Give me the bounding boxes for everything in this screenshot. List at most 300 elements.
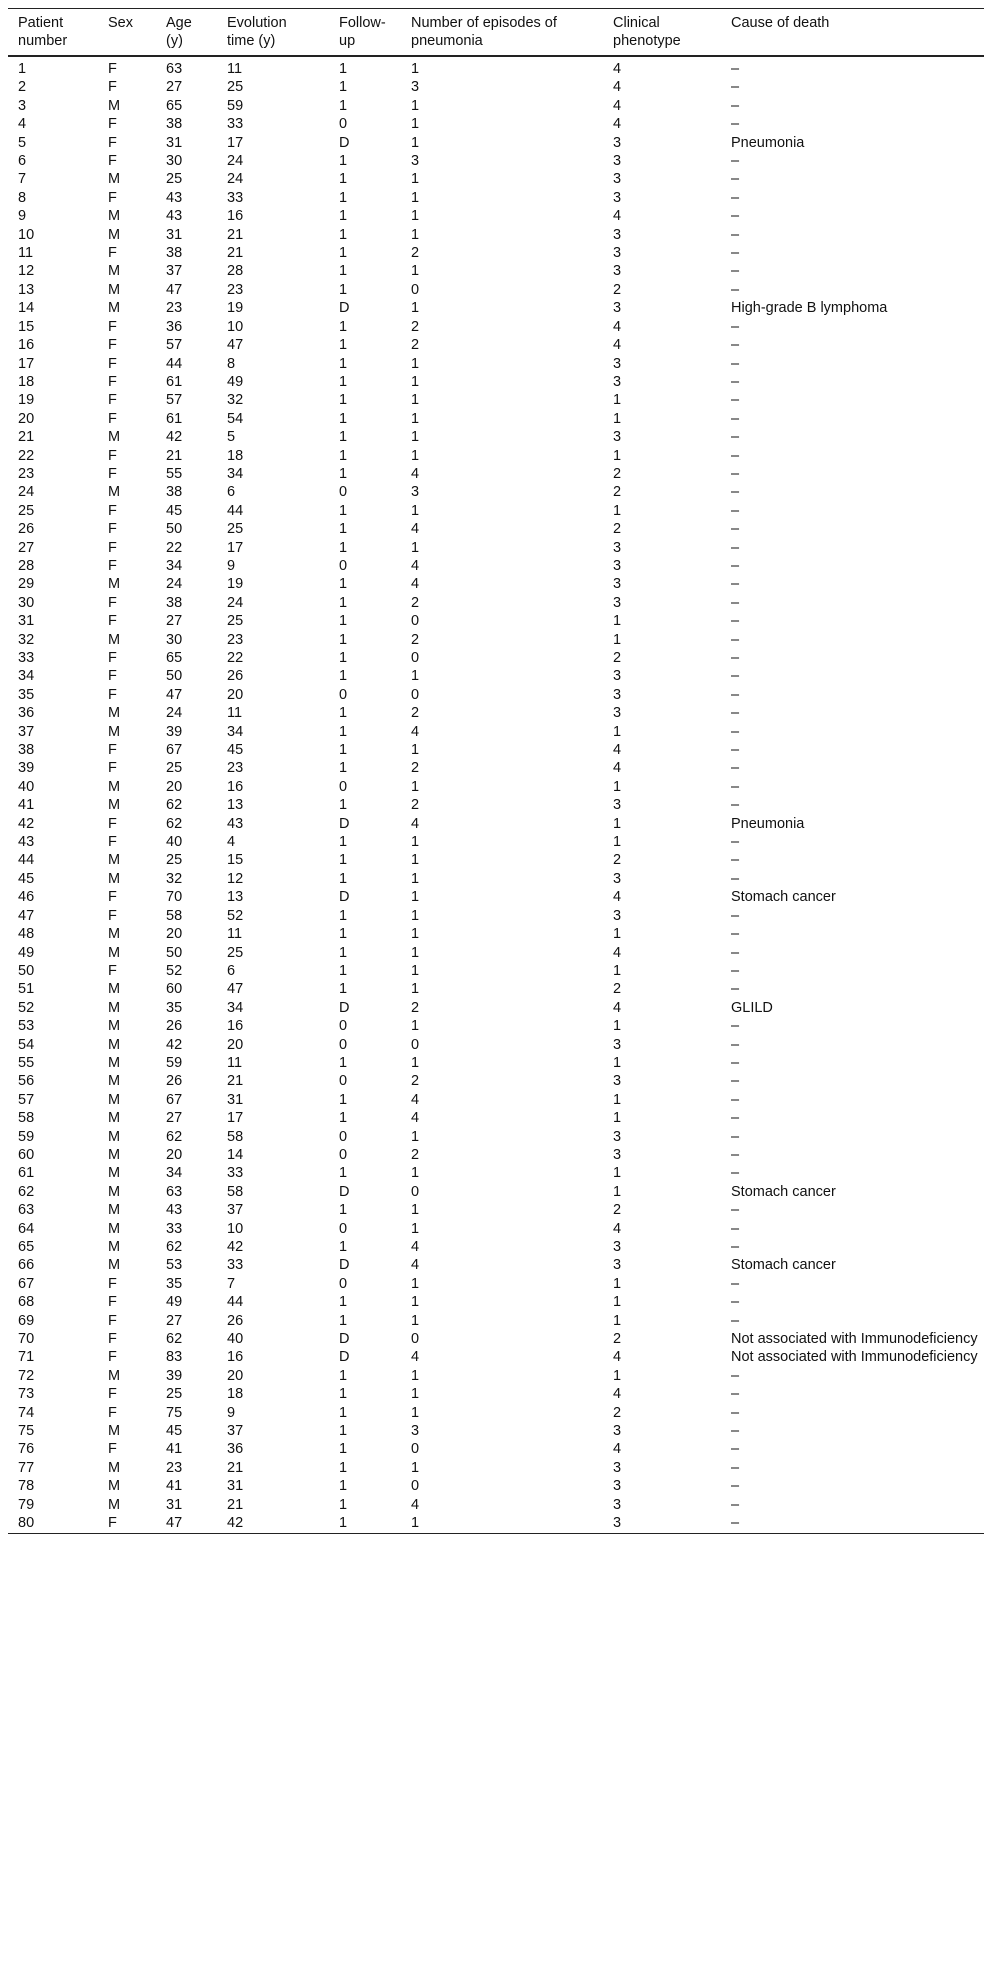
cell-pneumonia-episodes: 1 bbox=[411, 870, 420, 887]
cell-age: 43 bbox=[166, 1202, 183, 1219]
cell-age: 61 bbox=[166, 410, 183, 427]
cell-age: 50 bbox=[166, 944, 183, 961]
cell-clinical-phenotype: 3 bbox=[613, 1257, 622, 1274]
cell-age: 62 bbox=[166, 1239, 183, 1255]
cell-cause-of-death: – bbox=[731, 1404, 740, 1421]
header-text: Follow- bbox=[339, 15, 386, 31]
cell-pneumonia-episodes: 1 bbox=[411, 1459, 420, 1476]
cell-patient-number: 29 bbox=[18, 576, 35, 593]
cell-pneumonia-episodes: 1 bbox=[411, 1165, 420, 1182]
cell-evolution-time: 34 bbox=[227, 999, 244, 1016]
cell-sex: F bbox=[108, 521, 117, 538]
cell-patient-number: 48 bbox=[18, 926, 35, 943]
cell-sex: M bbox=[108, 778, 121, 795]
cell-cause-of-death: – bbox=[731, 61, 740, 77]
cell-follow-up: 1 bbox=[339, 962, 348, 979]
cell-sex: F bbox=[108, 1349, 117, 1366]
cell-cause-of-death: – bbox=[731, 686, 740, 703]
cell-evolution-time: 4 bbox=[227, 834, 236, 851]
cell-evolution-time: 16 bbox=[227, 778, 244, 795]
cell-sex: F bbox=[108, 1275, 117, 1292]
cell-clinical-phenotype: 4 bbox=[613, 889, 622, 906]
cell-clinical-phenotype: 1 bbox=[613, 815, 622, 832]
cell-follow-up: 1 bbox=[339, 1294, 348, 1311]
table-row bbox=[8, 1404, 984, 1422]
patient-table-container bbox=[8, 8, 984, 1534]
cell-follow-up: 1 bbox=[339, 521, 348, 538]
cell-cause-of-death: – bbox=[731, 1146, 740, 1163]
table-row bbox=[8, 318, 984, 336]
table-row bbox=[8, 1256, 984, 1274]
cell-age: 50 bbox=[166, 521, 183, 538]
cell-follow-up: 1 bbox=[339, 631, 348, 648]
cell-clinical-phenotype: 2 bbox=[613, 1202, 622, 1219]
cell-patient-number: 18 bbox=[18, 373, 35, 390]
cell-cause-of-death: – bbox=[731, 1423, 740, 1440]
cell-patient-number: 11 bbox=[18, 245, 34, 262]
cell-pneumonia-episodes: 1 bbox=[411, 300, 420, 317]
cell-sex: M bbox=[108, 999, 121, 1016]
cell-cause-of-death: – bbox=[731, 410, 740, 427]
cell-patient-number: 58 bbox=[18, 1110, 35, 1127]
cell-patient-number: 7 bbox=[18, 171, 27, 188]
cell-evolution-time: 11 bbox=[227, 61, 243, 77]
cell-patient-number: 19 bbox=[18, 392, 35, 409]
cell-evolution-time: 11 bbox=[227, 926, 243, 943]
table-row bbox=[8, 667, 984, 685]
table-row bbox=[8, 1017, 984, 1035]
table-row bbox=[8, 1128, 984, 1146]
cell-patient-number: 54 bbox=[18, 1036, 35, 1053]
cell-age: 23 bbox=[166, 300, 183, 317]
cell-pneumonia-episodes: 1 bbox=[411, 189, 420, 206]
cell-sex: F bbox=[108, 1386, 117, 1403]
cell-cause-of-death: – bbox=[731, 1128, 740, 1145]
cell-sex: M bbox=[108, 705, 121, 722]
cell-age: 20 bbox=[166, 926, 183, 943]
cell-clinical-phenotype: 3 bbox=[613, 705, 622, 722]
table-row bbox=[8, 649, 984, 667]
cell-pneumonia-episodes: 1 bbox=[411, 1018, 420, 1035]
cell-sex: M bbox=[108, 631, 121, 648]
table-row bbox=[8, 778, 984, 796]
cell-cause-of-death: – bbox=[731, 594, 740, 611]
cell-pneumonia-episodes: 3 bbox=[411, 79, 420, 96]
cell-patient-number: 77 bbox=[18, 1459, 35, 1476]
cell-age: 62 bbox=[166, 797, 183, 814]
table-row bbox=[8, 907, 984, 925]
table-row bbox=[8, 1422, 984, 1440]
cell-cause-of-death: – bbox=[731, 705, 740, 722]
cell-pneumonia-episodes: 3 bbox=[411, 1423, 420, 1440]
cell-evolution-time: 37 bbox=[227, 1423, 244, 1440]
cell-patient-number: 28 bbox=[18, 557, 35, 574]
table-row bbox=[8, 962, 984, 980]
cell-cause-of-death: – bbox=[731, 1110, 740, 1127]
cell-evolution-time: 21 bbox=[227, 1459, 244, 1476]
cell-sex: F bbox=[108, 686, 117, 703]
cell-pneumonia-episodes: 1 bbox=[411, 962, 420, 979]
cell-follow-up: 1 bbox=[339, 61, 348, 77]
cell-clinical-phenotype: 3 bbox=[613, 1146, 622, 1163]
cell-evolution-time: 36 bbox=[227, 1441, 244, 1458]
patient-table bbox=[8, 8, 984, 1534]
cell-sex: F bbox=[108, 79, 117, 96]
cell-cause-of-death: – bbox=[731, 1367, 740, 1384]
cell-pneumonia-episodes: 1 bbox=[411, 889, 420, 906]
table-row bbox=[8, 1072, 984, 1090]
header-row bbox=[8, 9, 984, 57]
cell-follow-up: 0 bbox=[339, 1275, 348, 1292]
cell-patient-number: 73 bbox=[18, 1386, 35, 1403]
cell-follow-up: 1 bbox=[339, 576, 348, 593]
table-row bbox=[8, 391, 984, 409]
cell-pneumonia-episodes: 1 bbox=[411, 502, 420, 519]
cell-clinical-phenotype: 2 bbox=[613, 981, 622, 998]
cell-age: 41 bbox=[166, 1478, 183, 1495]
table-row bbox=[8, 557, 984, 575]
cell-pneumonia-episodes: 4 bbox=[411, 557, 420, 574]
cell-sex: F bbox=[108, 245, 117, 262]
cell-follow-up: 1 bbox=[339, 1423, 348, 1440]
cell-sex: F bbox=[108, 594, 117, 611]
cell-age: 60 bbox=[166, 981, 183, 998]
cell-clinical-phenotype: 1 bbox=[613, 1165, 622, 1182]
table-row bbox=[8, 226, 984, 244]
cell-age: 39 bbox=[166, 1367, 183, 1384]
header-sex bbox=[108, 9, 166, 57]
cell-follow-up: 0 bbox=[339, 1018, 348, 1035]
table-row bbox=[8, 575, 984, 593]
cell-clinical-phenotype: 3 bbox=[613, 355, 622, 372]
cell-patient-number: 71 bbox=[18, 1349, 35, 1366]
cell-patient-number: 50 bbox=[18, 962, 35, 979]
cell-follow-up: 1 bbox=[339, 502, 348, 519]
cell-patient-number: 46 bbox=[18, 889, 35, 906]
table-row bbox=[8, 925, 984, 943]
cell-clinical-phenotype: 3 bbox=[613, 907, 622, 924]
cell-cause-of-death: – bbox=[731, 484, 740, 501]
cell-evolution-time: 21 bbox=[227, 1496, 244, 1513]
table-row bbox=[8, 1054, 984, 1072]
cell-evolution-time: 37 bbox=[227, 1202, 244, 1219]
cell-clinical-phenotype: 3 bbox=[613, 263, 622, 280]
cell-age: 35 bbox=[166, 1275, 183, 1292]
cell-follow-up: 0 bbox=[339, 116, 348, 133]
cell-sex: M bbox=[108, 1183, 121, 1200]
cell-pneumonia-episodes: 4 bbox=[411, 1091, 420, 1108]
cell-cause-of-death: – bbox=[731, 1459, 740, 1476]
cell-pneumonia-episodes: 4 bbox=[411, 1349, 420, 1366]
table-row bbox=[8, 539, 984, 557]
cell-cause-of-death: Not associated with Immunodeficiency bbox=[731, 1331, 978, 1348]
cell-patient-number: 76 bbox=[18, 1441, 35, 1458]
cell-sex: M bbox=[108, 1257, 121, 1274]
cell-cause-of-death: – bbox=[731, 337, 740, 354]
cell-clinical-phenotype: 1 bbox=[613, 613, 622, 630]
cell-follow-up: 1 bbox=[339, 189, 348, 206]
cell-clinical-phenotype: 1 bbox=[613, 502, 622, 519]
cell-pneumonia-episodes: 2 bbox=[411, 705, 420, 722]
cell-pneumonia-episodes: 1 bbox=[411, 1404, 420, 1421]
cell-follow-up: D bbox=[339, 815, 350, 832]
table-row bbox=[8, 520, 984, 538]
cell-clinical-phenotype: 1 bbox=[613, 962, 622, 979]
cell-clinical-phenotype: 3 bbox=[613, 245, 622, 262]
cell-follow-up: 1 bbox=[339, 153, 348, 170]
table-row bbox=[8, 1220, 984, 1238]
cell-pneumonia-episodes: 2 bbox=[411, 1073, 420, 1090]
cell-clinical-phenotype: 1 bbox=[613, 1110, 622, 1127]
table-row bbox=[8, 1312, 984, 1330]
cell-patient-number: 22 bbox=[18, 447, 35, 464]
cell-pneumonia-episodes: 0 bbox=[411, 281, 420, 298]
table-row bbox=[8, 631, 984, 649]
cell-pneumonia-episodes: 4 bbox=[411, 723, 420, 740]
cell-clinical-phenotype: 3 bbox=[613, 1073, 622, 1090]
cell-patient-number: 67 bbox=[18, 1275, 35, 1292]
cell-age: 63 bbox=[166, 1183, 183, 1200]
cell-patient-number: 40 bbox=[18, 778, 35, 795]
cell-evolution-time: 25 bbox=[227, 944, 244, 961]
cell-pneumonia-episodes: 1 bbox=[411, 61, 420, 77]
cell-patient-number: 44 bbox=[18, 852, 35, 869]
cell-patient-number: 79 bbox=[18, 1496, 35, 1513]
cell-sex: M bbox=[108, 429, 121, 446]
table-row bbox=[8, 870, 984, 888]
cell-age: 23 bbox=[166, 1459, 183, 1476]
cell-evolution-time: 31 bbox=[227, 1478, 244, 1495]
cell-age: 67 bbox=[166, 1091, 183, 1108]
table-body bbox=[8, 56, 984, 1533]
table-row bbox=[8, 999, 984, 1017]
cell-age: 67 bbox=[166, 742, 183, 759]
cell-patient-number: 17 bbox=[18, 355, 35, 372]
cell-clinical-phenotype: 1 bbox=[613, 410, 622, 427]
cell-age: 53 bbox=[166, 1257, 183, 1274]
table-row bbox=[8, 686, 984, 704]
cell-evolution-time: 18 bbox=[227, 447, 244, 464]
cell-sex: F bbox=[108, 760, 117, 777]
table-row bbox=[8, 1293, 984, 1311]
cell-patient-number: 31 bbox=[18, 613, 35, 630]
cell-cause-of-death: – bbox=[731, 650, 740, 666]
cell-pneumonia-episodes: 1 bbox=[411, 373, 420, 390]
cell-patient-number: 52 bbox=[18, 999, 35, 1016]
cell-evolution-time: 25 bbox=[227, 613, 244, 630]
cell-follow-up: 1 bbox=[339, 97, 348, 114]
cell-clinical-phenotype: 3 bbox=[613, 134, 622, 151]
cell-follow-up: 1 bbox=[339, 429, 348, 446]
cell-follow-up: 0 bbox=[339, 778, 348, 795]
cell-age: 38 bbox=[166, 116, 183, 133]
cell-patient-number: 75 bbox=[18, 1423, 35, 1440]
cell-cause-of-death: – bbox=[731, 797, 740, 814]
cell-sex: M bbox=[108, 1220, 121, 1237]
cell-evolution-time: 17 bbox=[227, 1110, 244, 1127]
cell-evolution-time: 8 bbox=[227, 355, 236, 372]
cell-clinical-phenotype: 3 bbox=[613, 1128, 622, 1145]
table-row bbox=[8, 1496, 984, 1514]
cell-evolution-time: 32 bbox=[227, 392, 244, 409]
cell-cause-of-death: – bbox=[731, 926, 740, 943]
cell-evolution-time: 44 bbox=[227, 502, 244, 519]
cell-pneumonia-episodes: 1 bbox=[411, 97, 420, 114]
cell-follow-up: 1 bbox=[339, 318, 348, 335]
cell-pneumonia-episodes: 2 bbox=[411, 999, 420, 1016]
cell-patient-number: 53 bbox=[18, 1018, 35, 1035]
cell-clinical-phenotype: 3 bbox=[613, 870, 622, 887]
cell-evolution-time: 12 bbox=[227, 870, 244, 887]
cell-sex: M bbox=[108, 484, 121, 501]
cell-patient-number: 80 bbox=[8, 1514, 108, 1533]
cell-pneumonia-episodes: 1 bbox=[411, 668, 420, 685]
cell-patient-number: 69 bbox=[18, 1312, 35, 1329]
cell-sex: M bbox=[108, 97, 121, 114]
cell-clinical-phenotype: 1 bbox=[613, 723, 622, 740]
cell-pneumonia-episodes: 0 bbox=[411, 650, 420, 666]
cell-pneumonia-episodes: 2 bbox=[411, 631, 420, 648]
cell-follow-up: D bbox=[339, 134, 350, 151]
table-row bbox=[8, 428, 984, 446]
cell-clinical-phenotype: 1 bbox=[613, 1275, 622, 1292]
cell-pneumonia-episodes: 0 bbox=[411, 1331, 420, 1348]
cell-age: 38 bbox=[166, 484, 183, 501]
cell-clinical-phenotype: 3 bbox=[613, 1459, 622, 1476]
cell-age: 25 bbox=[166, 760, 183, 777]
cell-pneumonia-episodes: 3 bbox=[411, 153, 420, 170]
cell-follow-up: 1 bbox=[339, 226, 348, 243]
cell-clinical-phenotype: 4 bbox=[613, 116, 622, 133]
cell-clinical-phenotype: 2 bbox=[613, 281, 622, 298]
cell-sex: F bbox=[108, 373, 117, 390]
cell-patient-number: 65 bbox=[18, 1239, 35, 1255]
table-row bbox=[8, 502, 984, 520]
table-row bbox=[8, 1201, 984, 1219]
cell-pneumonia-episodes: 0 bbox=[411, 1478, 420, 1495]
cell-pneumonia-episodes: 4 bbox=[411, 1239, 420, 1255]
header-text: number bbox=[18, 33, 68, 49]
cell-pneumonia-episodes: 0 bbox=[411, 686, 420, 703]
table-row bbox=[8, 612, 984, 630]
cell-clinical-phenotype: 3 bbox=[613, 539, 622, 556]
cell-evolution-time: 23 bbox=[227, 631, 244, 648]
cell-pneumonia-episodes: 1 bbox=[411, 1128, 420, 1145]
cell-clinical-phenotype: 3 bbox=[613, 557, 622, 574]
cell-patient-number: 45 bbox=[18, 870, 35, 887]
cell-pneumonia-episodes: 1 bbox=[411, 208, 420, 225]
table-row bbox=[8, 1514, 984, 1533]
table-row bbox=[8, 980, 984, 998]
cell-patient-number: 23 bbox=[18, 465, 35, 482]
cell-sex: F bbox=[108, 1514, 166, 1533]
cell-sex: F bbox=[108, 834, 117, 851]
header-text: up bbox=[339, 33, 356, 49]
cell-pneumonia-episodes: 2 bbox=[411, 760, 420, 777]
cell-cause-of-death: – bbox=[731, 1054, 740, 1071]
cell-patient-number: 55 bbox=[18, 1054, 35, 1071]
cell-evolution-time: 33 bbox=[227, 116, 244, 133]
table-row bbox=[8, 447, 984, 465]
cell-evolution-time: 52 bbox=[227, 907, 244, 924]
cell-evolution-time: 13 bbox=[227, 889, 244, 906]
cell-evolution-time: 16 bbox=[227, 208, 244, 225]
cell-pneumonia-episodes: 1 bbox=[411, 1386, 420, 1403]
cell-age: 42 bbox=[166, 429, 183, 446]
table-row bbox=[8, 1183, 984, 1201]
cell-patient-number: 66 bbox=[18, 1257, 35, 1274]
cell-clinical-phenotype: 4 bbox=[613, 61, 622, 77]
cell-follow-up: 1 bbox=[339, 1386, 348, 1403]
cell-patient-number: 3 bbox=[18, 97, 27, 114]
cell-follow-up: 1 bbox=[339, 870, 348, 887]
cell-sex: F bbox=[108, 502, 117, 519]
cell-cause-of-death: Stomach cancer bbox=[731, 1183, 836, 1200]
cell-patient-number: 59 bbox=[18, 1128, 35, 1145]
cell-patient-number: 25 bbox=[18, 502, 35, 519]
cell-sex: F bbox=[108, 962, 117, 979]
cell-age: 42 bbox=[166, 1036, 183, 1053]
cell-clinical-phenotype: 2 bbox=[613, 484, 622, 501]
cell-age: 34 bbox=[166, 557, 183, 574]
cell-cause-of-death: Stomach cancer bbox=[731, 1257, 836, 1274]
cell-age: 58 bbox=[166, 907, 183, 924]
cell-follow-up: 0 bbox=[339, 1036, 348, 1053]
cell-age: 43 bbox=[166, 208, 183, 225]
header-text: time (y) bbox=[227, 33, 276, 49]
cell-clinical-phenotype: 4 bbox=[613, 999, 622, 1016]
cell-clinical-phenotype: 2 bbox=[613, 465, 622, 482]
cell-patient-number: 43 bbox=[18, 834, 35, 851]
cell-follow-up: 1 bbox=[339, 1312, 348, 1329]
cell-cause-of-death: – bbox=[731, 962, 740, 979]
cell-pneumonia-episodes: 4 bbox=[411, 576, 420, 593]
cell-sex: F bbox=[108, 668, 117, 685]
cell-pneumonia-episodes: 1 bbox=[411, 1312, 420, 1329]
cell-evolution-time: 22 bbox=[227, 650, 244, 666]
cell-sex: M bbox=[108, 723, 121, 740]
cell-clinical-phenotype: 4 bbox=[613, 1220, 622, 1237]
cell-evolution-time: 11 bbox=[227, 705, 243, 722]
table-row bbox=[8, 134, 984, 152]
cell-clinical-phenotype: 4 bbox=[613, 1441, 622, 1458]
cell-follow-up: 1 bbox=[339, 760, 348, 777]
cell-follow-up: 1 bbox=[339, 981, 348, 998]
cell-pneumonia-episodes: 1 bbox=[411, 944, 420, 961]
cell-evolution-time: 6 bbox=[227, 484, 236, 501]
cell-evolution-time: 34 bbox=[227, 465, 244, 482]
cell-evolution-time: 23 bbox=[227, 281, 244, 298]
cell-pneumonia-episodes: 3 bbox=[411, 484, 420, 501]
cell-evolution-time: 11 bbox=[227, 1054, 243, 1071]
cell-patient-number: 42 bbox=[18, 815, 35, 832]
cell-cause-of-death: – bbox=[731, 539, 740, 556]
cell-age: 21 bbox=[166, 447, 183, 464]
table-row bbox=[8, 1164, 984, 1182]
cell-evolution-time: 14 bbox=[227, 1146, 244, 1163]
cell-sex: M bbox=[108, 576, 121, 593]
cell-cause-of-death: – bbox=[731, 281, 740, 298]
cell-patient-number: 4 bbox=[18, 116, 27, 133]
cell-cause-of-death: – bbox=[731, 1073, 740, 1090]
table-row bbox=[8, 944, 984, 962]
cell-evolution-time: 26 bbox=[227, 1312, 244, 1329]
cell-evolution-time: 6 bbox=[227, 962, 236, 979]
cell-pneumonia-episodes: 1 bbox=[411, 429, 420, 446]
cell-patient-number: 72 bbox=[18, 1367, 35, 1384]
table-row bbox=[8, 888, 984, 906]
cell-pneumonia-episodes: 1 bbox=[411, 1514, 613, 1533]
